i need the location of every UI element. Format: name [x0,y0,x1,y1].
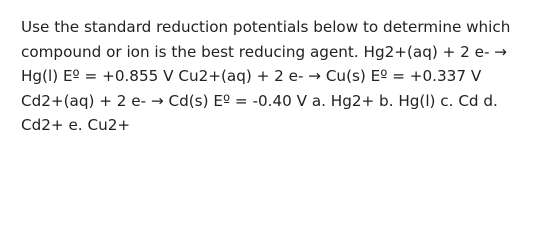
question-line-5: Cd2+ e. Cu2+ [21,116,131,134]
question-line-3: Hg(l) Eº = +0.855 V Cu2+(aq) + 2 e- → Cu(s) Eº = +0.337 V [21,67,482,85]
question-line-4: Cd2+(aq) + 2 e- → Cd(s) Eº = -0.40 V a. Hg2+ b. Hg(l) c. Cd d. [21,91,498,110]
question-text [21,15,546,138]
question-line-1: Use the standard reduction potentials below to determine which [21,18,511,36]
question-line-2: compound or ion is the best reducing agent. Hg2+(aq) + 2 e- → [21,42,508,61]
